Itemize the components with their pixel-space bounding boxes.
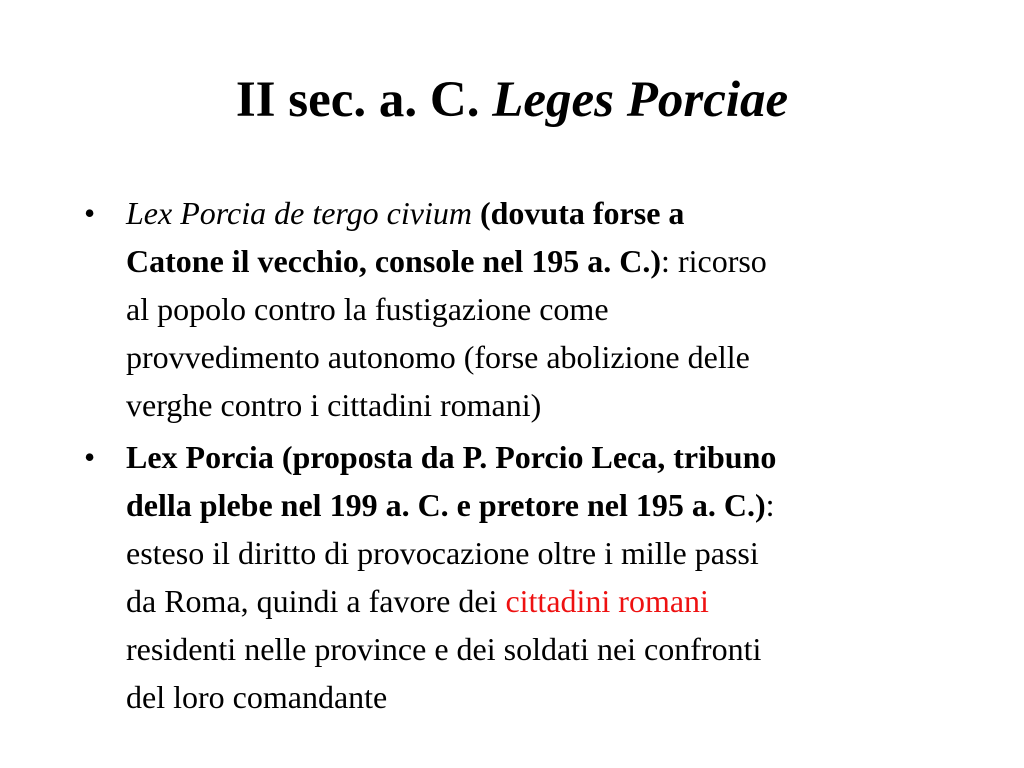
bullet-line — [126, 577, 954, 625]
plain-text: : ricorso — [661, 243, 767, 279]
bullet-line — [126, 189, 954, 237]
bullet-line: al popolo contro la fustigazione come — [126, 291, 609, 327]
bullet-icon: • — [84, 195, 96, 231]
bullet-list — [84, 189, 954, 725]
law-name: Lex Porcia de tergo civium — [126, 195, 472, 231]
title-date: II sec. a. C. — [235, 72, 480, 128]
bullet-item-lex-porcia — [84, 433, 954, 721]
bold-text: (dovuta forse a — [479, 195, 685, 231]
plain-text: : — [765, 487, 775, 523]
bullet-line — [126, 481, 954, 529]
bold-text: Catone il vecchio, console nel 195 a. C.) — [126, 243, 662, 279]
bullet-line — [126, 237, 954, 285]
slide-title — [0, 68, 1024, 132]
bullet-line: del loro comandante — [126, 679, 388, 715]
highlighted-text: cittadini romani — [505, 583, 709, 619]
bullet-line: verghe contro i cittadini romani) — [126, 387, 542, 423]
bullet-line: provvedimento autonomo (forse abolizione delle — [126, 339, 750, 375]
bullet-icon: • — [84, 439, 96, 475]
title-italic: Leges Porciae — [492, 72, 789, 128]
bullet-line: residenti nelle province e dei soldati nei confronti — [126, 631, 762, 667]
bullet-line: Lex Porcia (proposta da P. Porcio Leca, tribuno — [126, 439, 777, 475]
bold-text: della plebe nel 199 a. C. e pretore nel 195 a. C.) — [126, 487, 766, 523]
plain-text: da Roma, quindi a favore dei — [126, 583, 506, 619]
space — [472, 195, 480, 231]
bullet-item-lex-porcia-de-tergo — [84, 189, 954, 429]
bullet-line: esteso il diritto di provocazione oltre i mille passi — [126, 535, 759, 571]
